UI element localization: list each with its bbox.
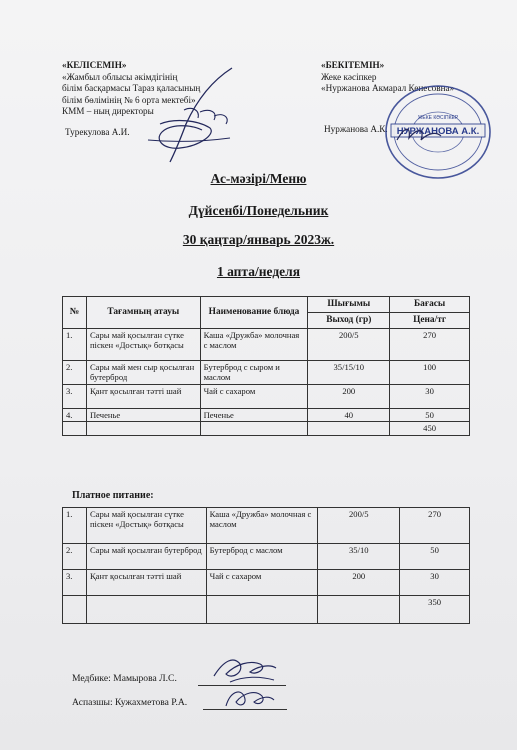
paid-section-label: Платное питание: (72, 490, 154, 501)
header-yield-kz: Шығымы (308, 297, 390, 313)
total-price: 350 (400, 596, 470, 624)
approval-left-label: «КЕЛІСЕМІН» (62, 60, 127, 70)
cook-signature-line: Аспазшы: Кужахметова Р.А. (72, 697, 188, 708)
entrepreneur-signature (395, 120, 445, 150)
menu-table (62, 296, 470, 436)
table-row (63, 508, 470, 544)
cell-name-ru: Чай с сахаром (200, 385, 308, 409)
header-no: № (63, 297, 87, 329)
table-row (63, 329, 470, 361)
cell-name-ru: Бутерброд с маслом (206, 544, 318, 570)
cell-no: 3. (63, 570, 87, 596)
cell-price: 270 (390, 329, 470, 361)
cell-no: 3. (63, 385, 87, 409)
cell-yield: 35/15/10 (308, 361, 390, 385)
cell-yield: 200 (308, 385, 390, 409)
nurse-signature-line: Медбике: Мамырова Л.С. (72, 673, 177, 684)
cell-price: 270 (400, 508, 470, 544)
cell-name-ru: Чай с сахаром (206, 570, 318, 596)
cell-name-ru: Бутерброд с сыром и маслом (200, 361, 308, 385)
cell-name-ru: Каша «Дружба» молочная с маслом (206, 508, 318, 544)
header-yield-ru: Выход (гр) (308, 313, 390, 329)
cell-name-ru: Каша «Дружба» молочная с маслом (200, 329, 308, 361)
table-row (63, 409, 470, 422)
total-price: 450 (390, 422, 470, 436)
approval-right-line: Жеке кәсіпкер (321, 71, 377, 82)
header-price-ru: Цена/тг (390, 313, 470, 329)
approval-right-label: «БЕКІТЕМІН» (321, 60, 385, 70)
cell-name-kz: Сары май қосылған бутерброд (86, 544, 206, 570)
approval-left-line: «Жамбыл облысы әкімдігінің (62, 71, 178, 82)
cook-signature (222, 680, 278, 712)
director-signature (140, 62, 240, 166)
approval-right-line: «Нуржанова Акмарал Кенесовна» (321, 83, 455, 94)
approval-right-signer: Нуржанова А.К. (324, 123, 388, 134)
approval-left-signer: Турекулова А.И. (65, 126, 130, 137)
approval-left-line: білім бөлімінің № 6 орта мектебі» (62, 94, 196, 105)
table-row (63, 385, 470, 409)
cell-yield: 200 (318, 570, 400, 596)
cell-price: 100 (390, 361, 470, 385)
cell-name-kz: Сары май қосылған сүтке піскен «Достық» ботқасы (86, 329, 200, 361)
menu-week: 1 апта/неделя (216, 264, 301, 279)
cell-yield: 40 (308, 409, 390, 422)
cell-no: 4. (63, 409, 87, 422)
table-row (63, 570, 470, 596)
cell-name-kz: Печенье (86, 409, 200, 422)
cell-name-kz: Сары май мен сыр қосылған бутерброд (86, 361, 200, 385)
menu-date: 30 қаңтар/январь 2023ж. (182, 232, 335, 247)
menu-day: Дүйсенбі/Понедельник (188, 203, 329, 218)
approval-left-line: КММ – ның директоры (62, 106, 154, 117)
header-name-ru: Наименование блюда (200, 297, 308, 329)
cell-price: 50 (400, 544, 470, 570)
cell-name-kz: Қант қосылған тәтті шай (86, 385, 200, 409)
header-name-kz: Тағамның атауы (86, 297, 200, 329)
menu-title: Ас-мәзірі/Меню (210, 171, 307, 186)
paid-menu-table (62, 507, 470, 624)
cell-name-kz: Қант қосылған тәтті шай (86, 570, 206, 596)
cell-yield: 35/10 (318, 544, 400, 570)
header-price-kz: Бағасы (390, 297, 470, 313)
table-total-row (63, 596, 470, 624)
cell-yield: 200/5 (318, 508, 400, 544)
cell-no: 2. (63, 361, 87, 385)
cell-no: 1. (63, 508, 87, 544)
cell-name-ru: Печенье (200, 409, 308, 422)
cell-name-kz: Сары май қосылған сүтке піскен «Достық» ботқасы (86, 508, 206, 544)
cell-price: 30 (400, 570, 470, 596)
table-row (63, 544, 470, 570)
stamp-sub-text: ЖЕКЕ КӘСІПКЕР (417, 115, 459, 121)
table-total-row (63, 422, 470, 436)
stamp-center-text: НУРЖАНОВА А.К. (396, 126, 480, 137)
approval-left-line: білім басқармасы Тараз қаласының (62, 83, 201, 94)
cell-yield: 200/5 (308, 329, 390, 361)
cell-price: 30 (390, 385, 470, 409)
cell-no: 1. (63, 329, 87, 361)
cell-no: 2. (63, 544, 87, 570)
table-row (63, 361, 470, 385)
cell-price: 50 (390, 409, 470, 422)
